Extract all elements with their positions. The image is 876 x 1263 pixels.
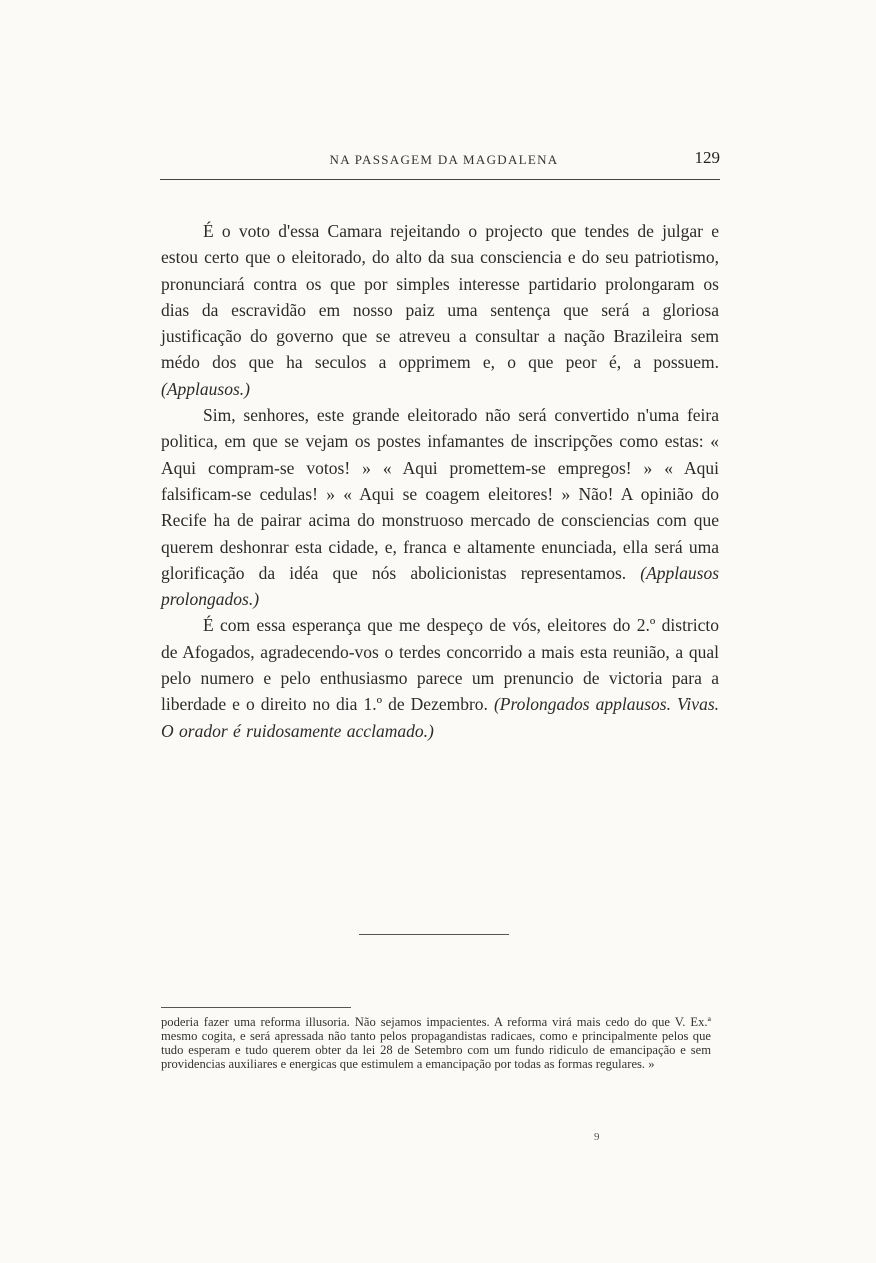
paragraph-3-text: É com essa esperança que me despeço de vós, eleitores do 2.º districto de Afogados, agradecendo-vos o terdes concorrido a mais esta reunião, a qual pelo numero e pelo enthusiasmo parece um prenuncio de victoria para a liberdade e o direito no dia 1.º de Dezembro.	[161, 615, 719, 715]
footnote-rule	[161, 1007, 351, 1008]
running-title: NA PASSAGEM DA MAGDALENA	[329, 152, 559, 167]
paragraph-3-stage-direction: (Prolongados applausos. Vivas. O orador é ruidosamente acclamado.)	[161, 694, 720, 741]
paragraph-1-text: É o voto d'essa Camara rejeitando o projecto que tendes de julgar e estou certo que o eleitorado, do alto da sua consciencia e do seu patriotismo, pronunciará contra os que por simples interesse partidario prolongaram os dias da escravidão em nosso paiz uma sentença que será a gloriosa justificação do governo que se atreveu a consultar a nação Brazileira sem médo dos que ha seculos a opprimem e, o que peor é, a possuem.	[161, 221, 719, 373]
body-text	[161, 218, 719, 744]
paragraph-1	[161, 218, 719, 402]
paragraph-3	[161, 612, 719, 743]
paragraph-2-text: Sim, senhores, este grande eleitorado não será convertido n'uma feira politica, em que se vejam os postes infamantes de inscripções como estas: « Aqui compram-se votos! » « Aqui promettem-se empregos! » « Aqui falsificam-se cedulas! » « Aqui se coagem eleitores! » Não! A opinião do Recife ha de pairar acima do monstruoso mercado de consciencias com que querem deshonrar esta cidade, e, franca e altamente enunciada, ella será uma glorificação da idéa que nós abolicionistas representamos.	[161, 405, 719, 583]
section-divider	[359, 934, 509, 935]
page-number: 129	[694, 148, 720, 167]
header-rule	[160, 179, 720, 180]
paragraph-2-stage-direction: (Applausos prolongados.)	[161, 562, 719, 610]
paragraph-1-stage-direction: (Applausos.)	[161, 378, 250, 399]
signature-mark: 9	[594, 1131, 600, 1143]
page-header	[168, 148, 720, 174]
paragraph-2	[161, 402, 719, 612]
footnote-text: poderia fazer uma reforma illusoria. Não sejamos impacientes. A reforma virá mais cedo do que V. Ex.ª mesmo cogita, e será apressada não tanto pelos propagandistas radicaes, como e principalmente pelos que tudo esperam e tudo querem obter da lei 28 de Setembro com um fundo ridiculo de emancipação e sem providencias auxiliares e energicas que estimulem a emancipação por todas as formas regulares. »	[161, 1015, 711, 1071]
